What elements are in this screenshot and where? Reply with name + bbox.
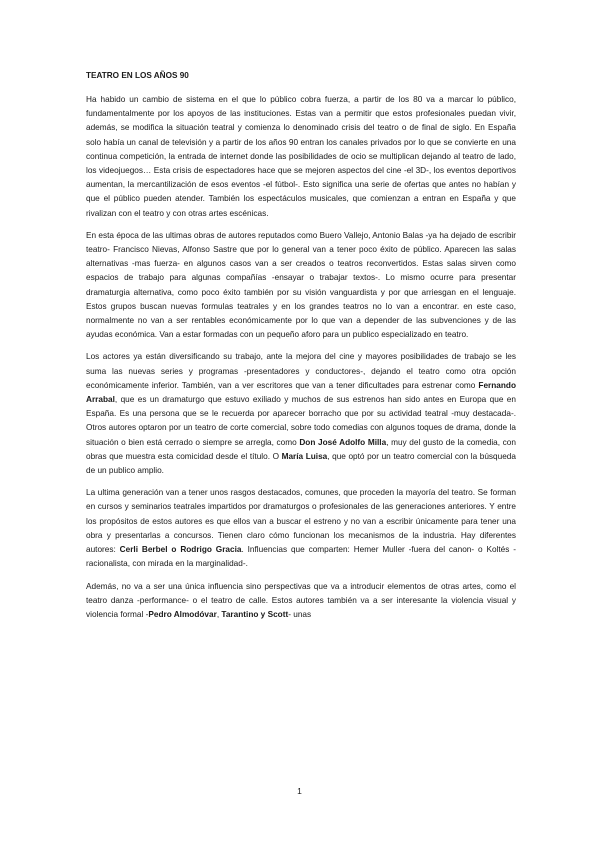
bold-text-run: Fernando Arrabal bbox=[86, 380, 516, 405]
paragraph bbox=[86, 229, 516, 343]
paragraph-list bbox=[86, 93, 516, 622]
text-run: , que es un dramaturgo que estuvo exiliado y muchos de sus estrenos han sido antes en Europa que en España. Es una persona que se le recuerda por aparecer borracho que por su actividad teatral -muy destacada-. Otros autores optaron por un teatro de corte comercial, sobre todo comedias con algunos toques de drama, donde la situación o bien está cerrado o siempre se arregla, como bbox=[86, 395, 516, 447]
text-run: , que optó por un teatro comercial con la búsqueda de un publico amplio. bbox=[86, 451, 516, 476]
document-title: TEATRO EN LOS AÑOS 90 bbox=[86, 71, 189, 80]
paragraph bbox=[86, 93, 516, 221]
text-run: La ultima generación van a tener unos rasgos destacados, comunes, que proceden la mayoría del teatro. Se forman en cursos y seminarios teatrales impartidos por dramaturgos o profesionales de las generaciones anteriores. Y entre los propósitos de estos autores es que ellos van a buscar el estreno y no van a escribir únicamente para tener una obra y presentarlas a concursos. Tienen claro cómo funcionan los mecanismos de la industria. Hay diferentes autores: bbox=[86, 488, 516, 555]
bold-text-run: Tarantino y Scott bbox=[221, 609, 289, 619]
text-run: - unas bbox=[288, 609, 312, 619]
paragraph bbox=[86, 486, 516, 571]
bold-text-run: Cerli Berbel o Rodrigo Gracia bbox=[119, 545, 242, 555]
text-run: Los actores ya están diversificando su trabajo, ante la mejora del cine y mayores posibilidades de trabajo se les suma las nuevas series y programas -presentadores y conductores-, dejando el teatro como otra opción económicamente inferior. También, van a ver escritores que van a tener dificultades para estrenar como bbox=[86, 352, 516, 390]
text-run: Además, no va a ser una única influencia sino perspectivas que va a introducir elementos de otras artes, como el teatro danza -performance- o el teatro de calle. Estos autores también va a ser interesante la violencia visual y violencia formal - bbox=[86, 581, 516, 619]
paragraph bbox=[86, 350, 516, 478]
text-run: . Influencias que comparten: Hemer Muller -fuera del canon- o Koltés -racionalista, con mirada en la marginalidad-. bbox=[86, 545, 516, 569]
document-body bbox=[86, 70, 516, 630]
bold-text-run: Don José Adolfo Milla bbox=[299, 437, 387, 447]
text-run: Ha habido un cambio de sistema en el que lo público cobra fuerza, a partir de los 80 va a marcar lo público, fundamentalmente por los apoyos de las instituciones. Estas van a permitir que estos profesionales puedan vivir, además, se modifica la situación teatral y comienza lo denominado crisis del teatro o de final de siglo. En España solo había un canal de televisión y a partir de los años 90 entran los canales privados por lo que se convierte en una continua competición, la entrada de internet donde las posibilidades de ocio se multiplican dejando al teatro de lado, los videojuegos… Esta crisis de espectadores hace que se mejoren aspectos del cine -el 3D-, los eventos deportivos aumentan, la mercantilización de esos eventos -el fútbol-. Esto significa una serie de ofertas que antes no habían y que el público pueden atender. También los espectáculos musicales, que comienzan a entran en España y que rivalizan con el teatro y con otras artes escénicas. bbox=[86, 95, 516, 218]
text-run: En esta época de las ultimas obras de autores reputados como Buero Vallejo, Antonio Balas -ya ha dejado de escribir teatro- Francisco Nievas, Alfonso Sastre que por lo general van a tener poco éxito de público. Aparecen las salas alternativas -mas fuerza- en algunos casos van a ser creados o teatros reconvertidos. Estas salas sirven como espacios de trabajo para algunas compañías -ensayar o trabajar textos-. Lo mismo ocurre para presentar dramaturgia alternativa, como poco éxito también por su visión vanguardista y por que arriesgan en el lenguaje. Estos grupos buscan nuevas formulas teatrales y en los grandes teatros no lo van a encontrar. en este caso, normalmente no van a ser rentables económicamente por lo que van a depender de las subvenciones y de las ayudas económica. Van a estar formadas con un pequeño aforo para un publico especializado en teatro. bbox=[86, 230, 516, 340]
text-run: , bbox=[216, 609, 222, 619]
bold-text-run: María Luisa bbox=[281, 451, 328, 461]
bold-text-run: Pedro Almodóvar bbox=[148, 609, 217, 619]
page-number: 1 bbox=[297, 786, 302, 796]
text-run: , muy del gusto de la comedia, con obras que muestra esta comicidad desde el título. O bbox=[86, 437, 516, 461]
paragraph bbox=[86, 580, 516, 623]
